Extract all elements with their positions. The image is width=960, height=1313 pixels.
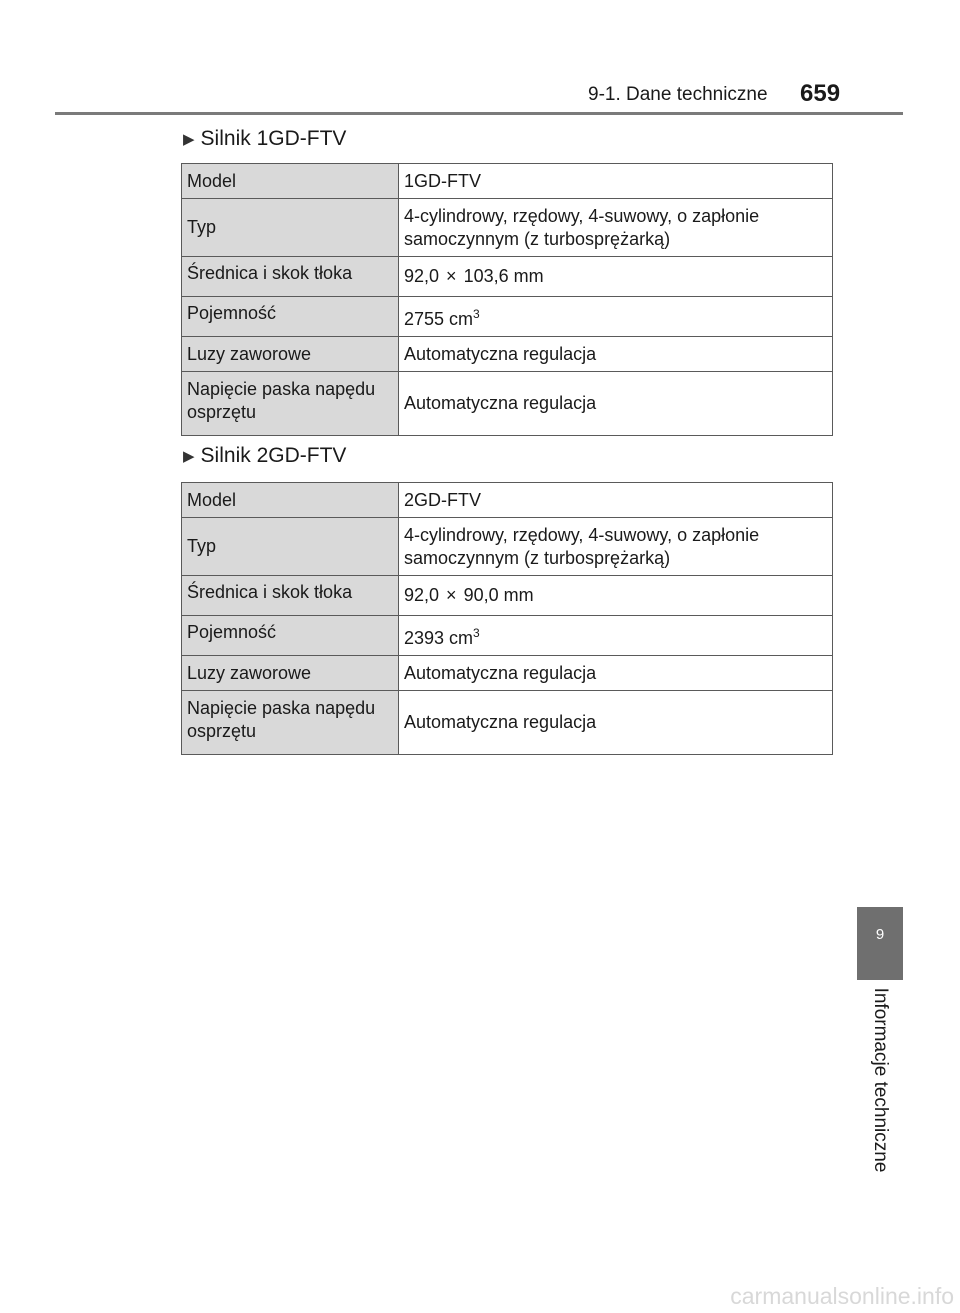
displacement-unit-exponent: 3 xyxy=(473,625,480,640)
displacement-unit-exponent: 3 xyxy=(473,306,480,321)
belt-label-line-2: osprzętu xyxy=(187,402,257,422)
table-row xyxy=(182,257,833,297)
row-value-typ xyxy=(399,199,833,257)
watermark: carmanualsonline.info xyxy=(730,1283,954,1309)
displacement-value: 2755 cm xyxy=(404,308,474,329)
section-heading-1gd xyxy=(183,127,346,151)
row-value-model: 2GD-FTV xyxy=(399,483,833,518)
row-value-bore xyxy=(399,257,833,297)
row-value-bore xyxy=(399,576,833,616)
table-row xyxy=(182,518,833,576)
displacement-value: 2393 cm xyxy=(404,627,474,648)
row-label-typ: Typ xyxy=(182,518,399,576)
running-header-section: 9-1. Dane techniczne xyxy=(588,84,768,105)
row-value-model: 1GD-FTV xyxy=(399,164,833,199)
chapter-tab-number: 9 xyxy=(875,926,885,943)
table-row xyxy=(182,656,833,691)
row-value-displacement xyxy=(399,297,833,337)
table-row xyxy=(182,297,833,337)
belt-label-line-2: osprzętu xyxy=(187,721,257,741)
times-sign: × xyxy=(446,585,457,605)
table-row xyxy=(182,164,833,199)
table-row xyxy=(182,372,833,436)
row-label-typ: Typ xyxy=(182,199,399,257)
times-sign: × xyxy=(446,266,457,286)
row-value-valve: Automatyczna regulacja xyxy=(399,337,833,372)
chapter-tab xyxy=(857,907,903,980)
spec-table-2gd xyxy=(181,482,833,755)
arrow-right-icon: ▶ xyxy=(183,131,195,148)
spec-table-1gd xyxy=(181,163,833,436)
stroke-value: 103,6 mm xyxy=(463,266,544,286)
row-label-displacement: Pojemność xyxy=(182,616,399,656)
stroke-value: 90,0 mm xyxy=(463,585,534,605)
table-row xyxy=(182,199,833,257)
section-heading-text: Silnik 2GD-FTV xyxy=(200,444,347,467)
row-label-displacement: Pojemność xyxy=(182,297,399,337)
row-value-displacement xyxy=(399,616,833,656)
row-label-valve: Luzy zaworowe xyxy=(182,337,399,372)
typ-line-2: samoczynnym (z turbosprężarką) xyxy=(404,547,671,568)
row-value-belt: Automatyczna regulacja xyxy=(399,372,833,436)
chapter-tab-label: Informacje techniczne xyxy=(870,987,891,1173)
typ-line-1: 4-cylindrowy, rzędowy, 4-suwowy, o zapłonie xyxy=(404,205,760,226)
table-row xyxy=(182,691,833,755)
section-heading-text: Silnik 1GD-FTV xyxy=(200,127,347,150)
typ-line-2: samoczynnym (z turbosprężarką) xyxy=(404,228,671,249)
row-label-model: Model xyxy=(182,483,399,518)
bore-value: 92,0 xyxy=(404,585,440,605)
table-row xyxy=(182,483,833,518)
row-value-typ xyxy=(399,518,833,576)
section-heading-2gd xyxy=(183,444,346,468)
table-row xyxy=(182,616,833,656)
belt-label-line-1: Napięcie paska napędu xyxy=(187,698,376,718)
row-label-model: Model xyxy=(182,164,399,199)
row-label-belt xyxy=(182,372,399,436)
bore-value: 92,0 xyxy=(404,266,440,286)
row-label-bore: Średnica i skok tłoka xyxy=(182,576,399,616)
page-number: 659 xyxy=(800,80,841,107)
row-value-valve: Automatyczna regulacja xyxy=(399,656,833,691)
row-label-bore: Średnica i skok tłoka xyxy=(182,257,399,297)
table-row xyxy=(182,576,833,616)
table-row xyxy=(182,337,833,372)
header-divider xyxy=(55,112,903,115)
row-value-belt: Automatyczna regulacja xyxy=(399,691,833,755)
typ-line-1: 4-cylindrowy, rzędowy, 4-suwowy, o zapłonie xyxy=(404,524,760,545)
row-label-belt xyxy=(182,691,399,755)
arrow-right-icon: ▶ xyxy=(183,448,195,465)
belt-label-line-1: Napięcie paska napędu xyxy=(187,379,376,399)
row-label-valve: Luzy zaworowe xyxy=(182,656,399,691)
